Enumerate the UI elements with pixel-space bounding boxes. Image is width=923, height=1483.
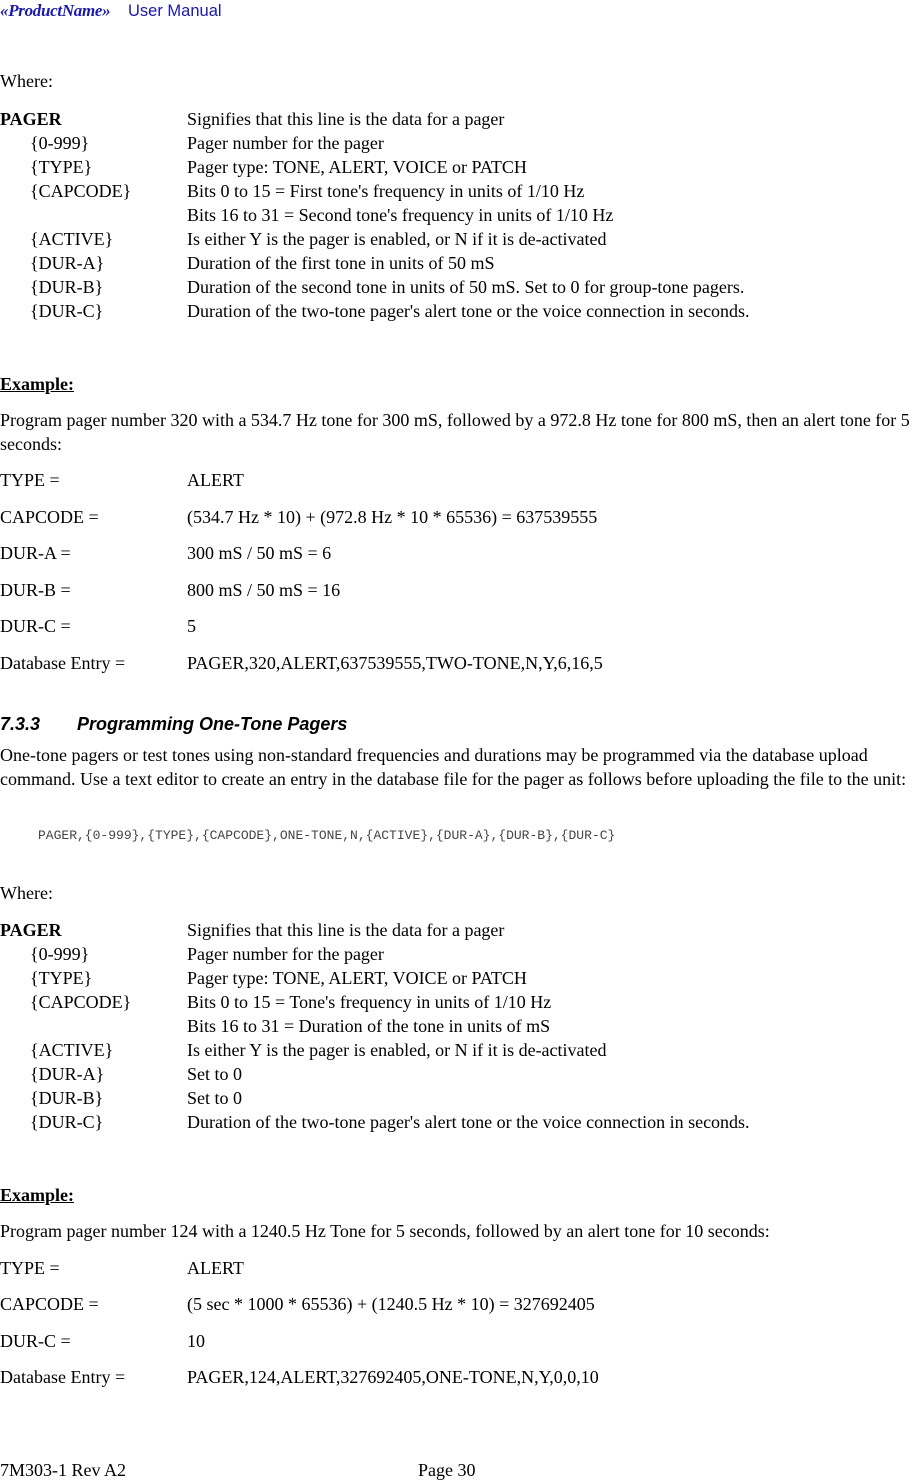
calc-value: 300 mS / 50 mS = 6 — [187, 543, 332, 563]
section-title: Programming One-Tone Pagers — [77, 714, 348, 734]
calc-label: CAPCODE = — [0, 507, 99, 527]
calc-value: 800 mS / 50 mS = 16 — [187, 580, 341, 600]
page-number: Page 30 — [418, 1460, 476, 1480]
def-term: {0-999} — [30, 133, 90, 153]
def-desc: Bits 16 to 31 = Duration of the tone in units of mS — [187, 1016, 551, 1036]
def-desc: Bits 0 to 15 = First tone's frequency in units of 1/10 Hz — [187, 181, 585, 201]
manual-label: User Manual — [128, 2, 222, 20]
def-term: {DUR-B} — [30, 277, 104, 297]
def-desc: Bits 0 to 15 = Tone's frequency in units of 1/10 Hz — [187, 992, 552, 1012]
document-id: 7M303-1 Rev A2 — [0, 1460, 126, 1480]
code-line: PAGER,{0-999},{TYPE},{CAPCODE},ONE-TONE,N,{ACTIVE},{DUR-A},{DUR-B},{DUR-C} — [38, 828, 616, 843]
calc-value: PAGER,124,ALERT,327692405,ONE-TONE,N,Y,0,0,10 — [187, 1367, 599, 1387]
def-desc: Pager number for the pager — [187, 944, 384, 964]
def-desc: Set to 0 — [187, 1088, 243, 1108]
calc-label: CAPCODE = — [0, 1294, 99, 1314]
def-term: {ACTIVE} — [30, 229, 114, 249]
def-term: {CAPCODE} — [30, 992, 132, 1012]
example-description: Program pager number 124 with a 1240.5 Hz Tone for 5 seconds, followed by an alert tone for 10 seconds: — [0, 1221, 770, 1241]
def-desc: Is either Y is the pager is enabled, or N if it is de-activated — [187, 1040, 607, 1060]
def-desc: Signifies that this line is the data for a pager — [187, 920, 505, 940]
def-term: {TYPE} — [30, 968, 93, 988]
calc-label: TYPE = — [0, 470, 60, 490]
def-term: {DUR-B} — [30, 1088, 104, 1108]
example-description: Program pager number 320 with a 534.7 Hz tone for 300 mS, followed by a 972.8 Hz tone for 800 mS, then an alert tone for 5 seconds: — [0, 410, 910, 454]
calc-label: TYPE = — [0, 1258, 60, 1278]
calc-value: 10 — [187, 1331, 205, 1351]
calc-label: DUR-B = — [0, 580, 71, 600]
calc-label: Database Entry = — [0, 1367, 126, 1387]
example-heading: Example: — [0, 374, 74, 394]
def-term: {DUR-A} — [30, 1064, 105, 1084]
def-term: PAGER — [0, 920, 62, 940]
def-desc: Set to 0 — [187, 1064, 243, 1084]
calc-value: ALERT — [187, 1258, 244, 1278]
section-intro: One-tone pagers or test tones using non-standard frequencies and durations may be programmed via the database upload command. Use a text editor to create an entry in the database file for the pager as follows before uploading the file to the unit: — [0, 745, 907, 789]
def-desc: Signifies that this line is the data for a pager — [187, 109, 505, 129]
def-desc: Pager type: TONE, ALERT, VOICE or PATCH — [187, 968, 527, 988]
def-desc: Duration of the first tone in units of 50 mS — [187, 253, 495, 273]
where-label: Where: — [0, 883, 53, 903]
def-desc: Duration of the two-tone pager's alert tone or the voice connection in seconds. — [187, 1112, 750, 1132]
def-term: {0-999} — [30, 944, 90, 964]
def-term: {ACTIVE} — [30, 1040, 114, 1060]
def-term: PAGER — [0, 109, 62, 129]
section-number: 7.3.3 — [0, 714, 41, 734]
def-term: {CAPCODE} — [30, 181, 132, 201]
calc-label: DUR-C = — [0, 1331, 71, 1351]
def-desc: Pager type: TONE, ALERT, VOICE or PATCH — [187, 157, 527, 177]
example-heading: Example: — [0, 1185, 74, 1205]
def-desc: Pager number for the pager — [187, 133, 384, 153]
product-name-logo: «ProductName» — [0, 1, 111, 20]
calc-label: DUR-C = — [0, 616, 71, 636]
calc-value: 5 — [187, 616, 196, 636]
def-term: {DUR-A} — [30, 253, 105, 273]
def-desc: Bits 16 to 31 = Second tone's frequency in units of 1/10 Hz — [187, 205, 614, 225]
def-term: {DUR-C} — [30, 301, 104, 321]
calc-label: DUR-A = — [0, 543, 71, 563]
calc-label: Database Entry = — [0, 653, 126, 673]
def-term: {DUR-C} — [30, 1112, 104, 1132]
def-term: {TYPE} — [30, 157, 93, 177]
def-desc: Duration of the second tone in units of 50 mS. Set to 0 for group-tone pagers. — [187, 277, 745, 297]
def-desc: Is either Y is the pager is enabled, or N if it is de-activated — [187, 229, 607, 249]
calc-value: (534.7 Hz * 10) + (972.8 Hz * 10 * 65536) = 637539555 — [187, 507, 598, 527]
where-label: Where: — [0, 71, 53, 91]
def-desc: Duration of the two-tone pager's alert tone or the voice connection in seconds. — [187, 301, 750, 321]
calc-value: PAGER,320,ALERT,637539555,TWO-TONE,N,Y,6,16,5 — [187, 653, 603, 673]
calc-value: (5 sec * 1000 * 65536) + (1240.5 Hz * 10) = 327692405 — [187, 1294, 595, 1314]
calc-value: ALERT — [187, 470, 244, 490]
